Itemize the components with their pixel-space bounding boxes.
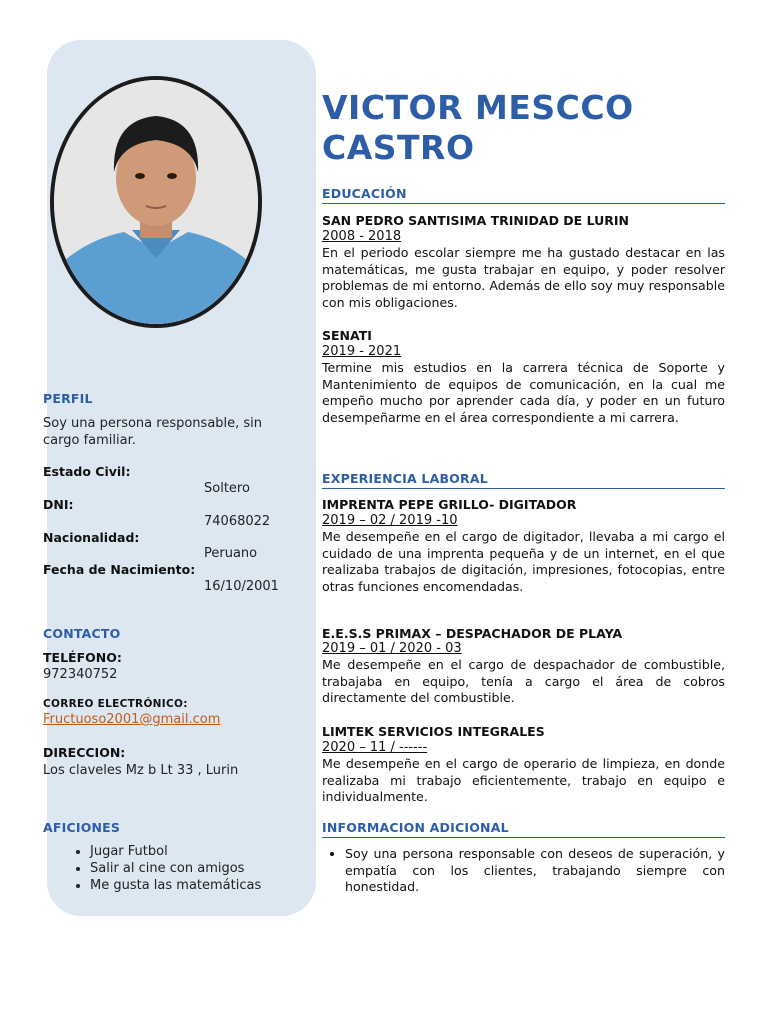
email-link[interactable]: Fructuoso2001@gmail.com <box>43 712 221 727</box>
adicional-heading: INFORMACION ADICIONAL <box>322 820 725 838</box>
edu-1-text: En el periodo escolar siempre me ha gustado destacar en las matemáticas, me gusta trabajar en equipo, y poder resolver problemas de mi entorno. Además de ello soy muy responsable con mis obligaciones. <box>322 245 725 310</box>
telefono-value: 972340752 <box>43 667 118 682</box>
exp-1-dates: 2019 – 02 / 2019 -10 <box>322 513 458 528</box>
aficiones-heading: AFICIONES <box>43 820 121 835</box>
direccion-label: DIRECCION: <box>43 745 126 760</box>
edu-1-title: SAN PEDRO SANTISIMA TRINIDAD DE LURIN <box>322 213 629 228</box>
dni-label: DNI: <box>43 497 74 512</box>
list-item: • Me gusta las matemáticas <box>90 877 261 894</box>
list-item: • Jugar Futbol <box>90 843 261 860</box>
fecha-nacimiento-label: Fecha de Nacimiento: <box>43 562 196 577</box>
estado-civil-label: Estado Civil: <box>43 464 131 479</box>
edu-2-text: Termine mis estudios en la carrera técnica de Soporte y Mantenimiento de equipos de comunicación, en la cual me empeño mucho por aprender cada día, y poder en un futuro desempeñarme en el área correspondiente a mi carrera. <box>322 360 725 425</box>
telefono-label: TELÉFONO: <box>43 650 122 665</box>
name-line-2: CASTRO <box>322 128 475 167</box>
nacionalidad-value: Peruano <box>204 546 258 561</box>
dni-value: 74068022 <box>204 514 271 529</box>
name-line-1: VICTOR MESCCO <box>322 88 634 127</box>
estado-civil-value: Soltero <box>204 481 250 496</box>
exp-3-dates: 2020 – 11 / ------ <box>322 740 428 755</box>
list-item: • Salir al cine con amigos <box>90 860 261 877</box>
candidate-name <box>322 88 634 168</box>
exp-1-text: Me desempeñe en el cargo de digitador, llevaba a mi cargo el cuidado de una imprenta pequeña y de un internet, en el que realizaba trabajos de digitación, impresiones, fotocopias, entre otras funciones encomendadas. <box>322 529 725 594</box>
exp-2-dates: 2019 – 01 / 2020 - 03 <box>322 641 462 656</box>
contacto-heading: CONTACTO <box>43 626 121 641</box>
edu-2-dates: 2019 - 2021 <box>322 344 402 359</box>
perfil-heading: PERFIL <box>43 391 93 406</box>
direccion-value: Los claveles Mz b Lt 33 , Lurin <box>43 763 239 778</box>
exp-1-title: IMPRENTA PEPE GRILLO- DIGITADOR <box>322 497 577 512</box>
experiencia-heading: EXPERIENCIA LABORAL <box>322 471 725 489</box>
profile-photo <box>50 76 262 328</box>
fecha-nacimiento-value: 16/10/2001 <box>204 579 279 594</box>
exp-3-title: LIMTEK SERVICIOS INTEGRALES <box>322 724 545 739</box>
exp-2-title: E.E.S.S PRIMAX – DESPACHADOR DE PLAYA <box>322 626 623 641</box>
nacionalidad-label: Nacionalidad: <box>43 530 140 545</box>
edu-2-title: SENATI <box>322 328 372 343</box>
edu-1-dates: 2008 - 2018 <box>322 229 402 244</box>
adicional-list <box>322 846 725 896</box>
exp-3-text: Me desempeñe en el cargo de operario de limpieza, en donde realizaba mi trabajo eficientemente, trabajo en equipo e individualmente. <box>322 756 725 804</box>
aficiones-list <box>62 843 261 894</box>
perfil-text: Soy una persona responsable, sin cargo familiar. <box>43 416 263 448</box>
correo-label: CORREO ELECTRÓNICO: <box>43 698 188 710</box>
exp-2-text: Me desempeñe en el cargo de despachador de combustible, trabajaba en equipo, tenía a cargo el área de cobros directamente del combustible. <box>322 657 725 705</box>
list-item: • Soy una persona responsable con deseos de superación, y empatía con los clientes, trabajando siempre con honestidad. <box>345 846 725 896</box>
educacion-heading: EDUCACIÓN <box>322 186 725 204</box>
